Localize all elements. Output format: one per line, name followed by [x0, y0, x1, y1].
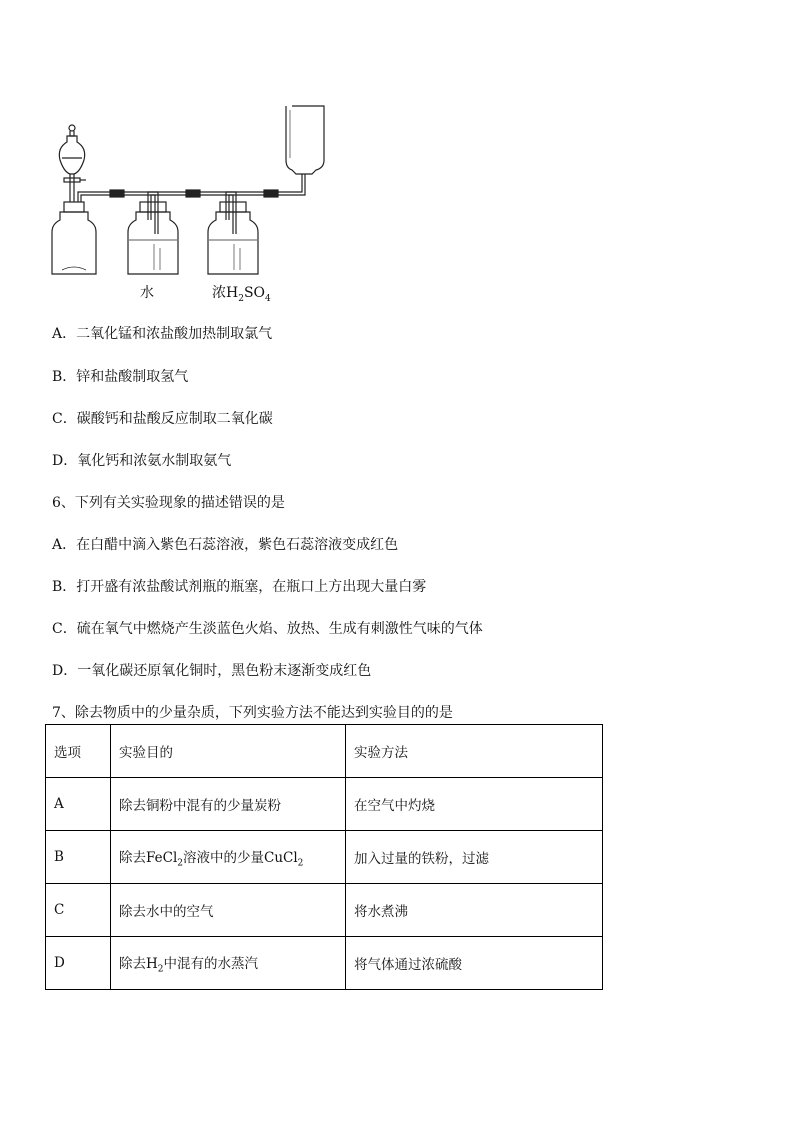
q7-table	[45, 724, 603, 990]
table-row	[46, 831, 603, 884]
q6-option-c: C．硫在氧气中燃烧产生淡蓝色火焰、放热、生成有刺激性气味的气体	[52, 621, 483, 637]
table-row	[46, 778, 603, 831]
label-conc-sulfuric-acid: 浓$H_2SO_4$	[212, 285, 271, 304]
row-option: C	[46, 884, 111, 937]
table-header-row	[46, 725, 603, 778]
apparatus-figure	[40, 98, 340, 302]
q6-option-d: D．一氧化碳还原氧化铜时，黑色粉末逐渐变成红色	[52, 663, 372, 679]
header-method: 实验方法	[346, 725, 603, 778]
row-purpose: 除去水中的空气	[111, 884, 346, 937]
q6-option-b: B．打开盛有浓盐酸试剂瓶的瓶塞，在瓶口上方出现大量白雾	[52, 579, 427, 595]
label-water: 水	[140, 285, 154, 301]
row-purpose: 除去铜粉中混有的少量炭粉	[111, 778, 346, 831]
table-row	[46, 937, 603, 990]
row-option: A	[46, 778, 111, 831]
row-method: 在空气中灼烧	[346, 778, 603, 831]
table-row	[46, 884, 603, 937]
q7-stem: 7、除去物质中的少量杂质，下列实验方法不能达到实验目的的是	[52, 705, 453, 721]
row-option: B	[46, 831, 111, 884]
row-purpose: 除去$H_2$中混有的水蒸汽	[111, 937, 346, 990]
row-method: 加入过量的铁粉，过滤	[346, 831, 603, 884]
row-method: 将气体通过浓硫酸	[346, 937, 603, 990]
q5-option-a: A．二氧化锰和浓盐酸加热制取氯气	[52, 326, 273, 342]
row-method: 将水煮沸	[346, 884, 603, 937]
row-option: D	[46, 937, 111, 990]
q5-option-b: B．锌和盐酸制取氢气	[52, 369, 189, 385]
row-purpose: 除去FeCl$_2$溶液中的少量CuCl$_2$	[111, 831, 346, 884]
header-option: 选项	[46, 725, 111, 778]
q6-stem: 6、下列有关实验现象的描述错误的是	[52, 495, 285, 511]
q5-option-c: C．碳酸钙和盐酸反应制取二氧化碳	[52, 411, 273, 427]
header-purpose: 实验目的	[111, 725, 346, 778]
q6-option-a: A．在白醋中滴入紫色石蕊溶液，紫色石蕊溶液变成红色	[52, 537, 399, 553]
q5-option-d: D．氧化钙和浓氨水制取氨气	[52, 453, 232, 469]
